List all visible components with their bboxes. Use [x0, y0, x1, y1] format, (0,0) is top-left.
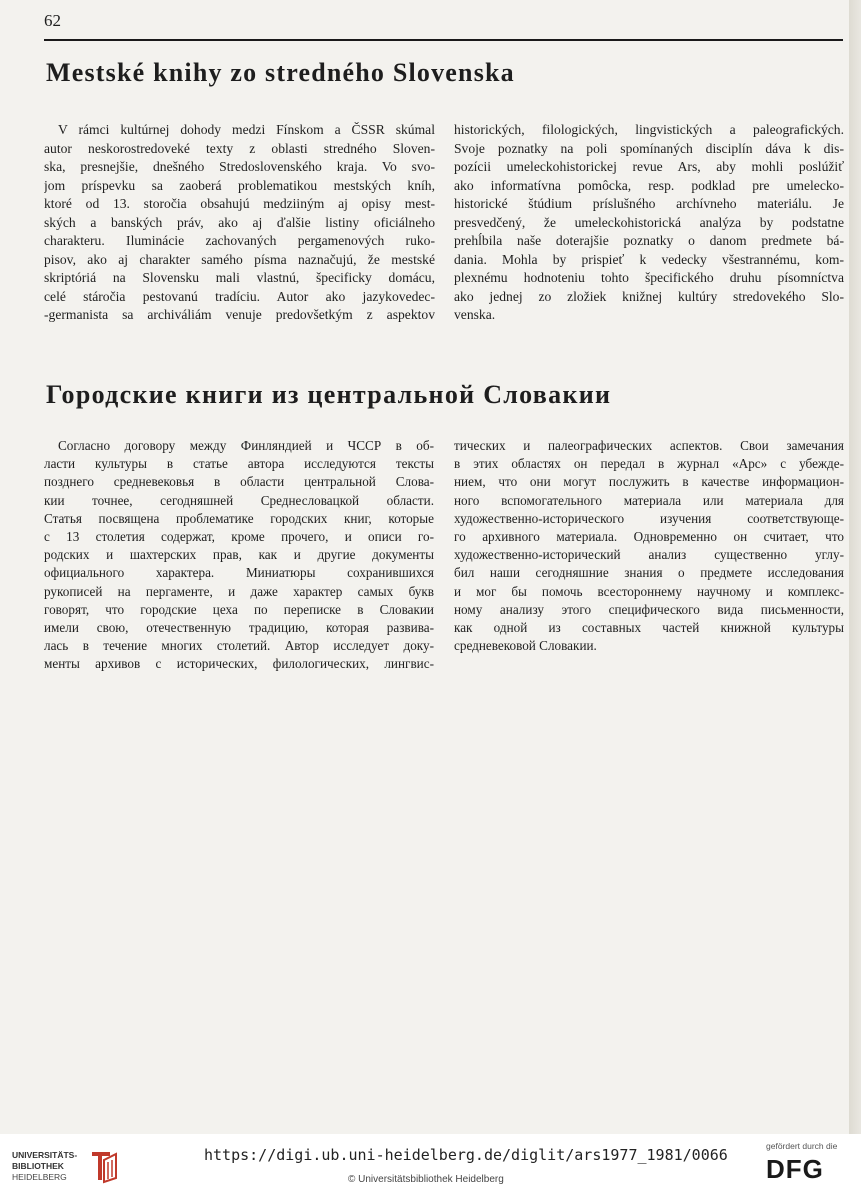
page-edge-shadow — [849, 0, 861, 1134]
text-line: jom príspevku sa zaoberá problematikou mestských kníh, — [44, 177, 435, 193]
text-line: художественно-исторического изучения соответствующе- — [454, 510, 844, 526]
text-line: historických, filologických, lingvistických a paleografických. — [454, 122, 844, 137]
text-line: официального характера. Миниатюры сохранившихся — [44, 565, 434, 581]
page-number: 62 — [44, 11, 61, 30]
title-slovak: Mestské knihy zo stredného Slovenska — [46, 58, 515, 87]
dfg-logo[interactable]: DFG — [766, 1154, 824, 1184]
text-line: -germanista sa archiváliám venuje predovšetkým z aspektov — [44, 307, 435, 322]
library-mark-icon — [88, 1148, 120, 1184]
text-line: лась в течение многих столетий. Автор исследует доку- — [44, 638, 434, 654]
text-line: менты архивов с исторических, филологических, лингвис- — [44, 656, 434, 672]
slovak-abstract-right-column — [454, 121, 844, 325]
text-line: pisov, ako aj charakter samého písma naznačujú, že mestské — [44, 251, 435, 267]
text-line: родских и шахтерских прав, как и другие документы — [44, 547, 434, 563]
library-name-line-1: UNIVERSITÄTS- — [12, 1150, 78, 1160]
text-line: ktoré od 13. storočia obsahujú medziiným aj opisy mest- — [44, 196, 435, 211]
text-line: как одной из составных частей книжной культуры — [454, 619, 844, 635]
text-line: имели свою, отечественную традицию, которая развива- — [44, 619, 434, 635]
text-line: кии точнее, сегодняшней Среднесловацкой области. — [44, 492, 434, 508]
text-line: го архивного материала. Одновременно он считает, что — [454, 528, 844, 544]
text-line: средневековой Словакии. — [454, 638, 597, 654]
text-line: presvedčený, že umeleckohistorická analýza by podstatne — [454, 214, 844, 230]
text-line: и мог бы помочь всестороннему научному и комплекс- — [454, 583, 844, 599]
text-line: рукописей на пергаменте, и даже характер самых букв — [44, 583, 434, 599]
text-line: dania. Mohla by prispieť k vedecky všestrannému, kom- — [454, 251, 844, 267]
text-line: бил наши сегодняшние знания о предмете исследования — [454, 565, 844, 581]
text-line: ako informatívna pomôcka, resp. podklad pre umelecko- — [454, 177, 844, 193]
library-name-line-2: BIBLIOTHEK — [12, 1161, 64, 1171]
text-line: prehĺbila naše doterajšie poznatky o danom predmete bá- — [454, 233, 844, 248]
russian-abstract-right-column — [454, 437, 844, 655]
text-line: говорят, что городские цеха по переписке в Словакии — [44, 601, 434, 617]
copyright-notice: © Universitätsbibliothek Heidelberg — [348, 1174, 504, 1185]
text-line: pozícii umeleckohistorickej revue Ars, aby mohli poslúžiť — [454, 159, 844, 174]
text-line: художественно-исторический анализ существенно углу- — [454, 547, 844, 563]
permalink-url[interactable]: https://digi.ub.uni-heidelberg.de/diglit/ars1977_1981/0066 — [204, 1146, 728, 1164]
text-line: ного вспомогательного материала или материала для — [454, 492, 844, 508]
text-line: Согласно договору между Финляндией и ЧССР в об- — [58, 438, 434, 453]
university-library-logo[interactable] — [12, 1148, 122, 1188]
library-name-line-3: HEIDELBERG — [12, 1172, 67, 1182]
text-line: ských a banských práv, ako aj ďalšie listiny oficiálneho — [44, 214, 435, 230]
text-line: plexnému hodnoteniu tohto špecifického druhu písomníctva — [454, 270, 844, 285]
text-line: тических и палеографических аспектов. Свои замечания — [454, 438, 844, 453]
viewer-footer — [0, 1134, 861, 1196]
text-line: с 13 столетия содержат, кроме прочего, и описи го- — [44, 528, 434, 544]
text-line: skriptóriá na Slovensku mali vlastnú, špecificky domácu, — [44, 270, 435, 285]
text-line: charakteru. Iluminácie zachovaných pergamenových ruko- — [44, 233, 435, 248]
text-line: ному анализу этого специфического вида письменности, — [454, 601, 844, 617]
text-line: Svoje poznatky na poli spomínaných disciplín dáva k dis- — [454, 140, 844, 156]
russian-abstract-left-column — [44, 437, 434, 673]
text-line: нием, что они могут послужить в качестве информацион- — [454, 474, 844, 490]
text-line: позднего средневековья в области центральной Слова- — [44, 474, 434, 490]
funder-note: gefördert durch die — [766, 1141, 838, 1151]
text-line: в этих областях он передал в журнал «Арс» с убежде- — [454, 456, 844, 472]
text-line: celé stáročia pestovanú tradíciu. Autor ako jazykovedec- — [44, 288, 435, 304]
header-rule — [44, 39, 843, 41]
text-line: historické štúdium príslušného archívneho materiálu. Je — [454, 196, 844, 211]
text-line: ako jednej zo zložiek knižnej kultúry stredovekého Slo- — [454, 288, 844, 304]
text-line: Статья посвящена проблематике городских книг, которые — [44, 510, 434, 526]
text-line: V rámci kultúrnej dohody medzi Fínskom a ČSSR skúmal — [58, 122, 435, 137]
text-line: ласти культуры в статье автора исследуются тексты — [44, 456, 434, 472]
title-russian: Городские книги из центральной Словакии — [46, 380, 612, 409]
text-line: venska. — [454, 307, 496, 322]
text-line: ska, presnejšie, dnešného Stredoslovenského kraja. Vo svo- — [44, 159, 435, 174]
slovak-abstract-left-column — [44, 121, 435, 325]
text-line: autor neskorostredoveké texty z oblasti stredného Sloven- — [44, 140, 435, 156]
